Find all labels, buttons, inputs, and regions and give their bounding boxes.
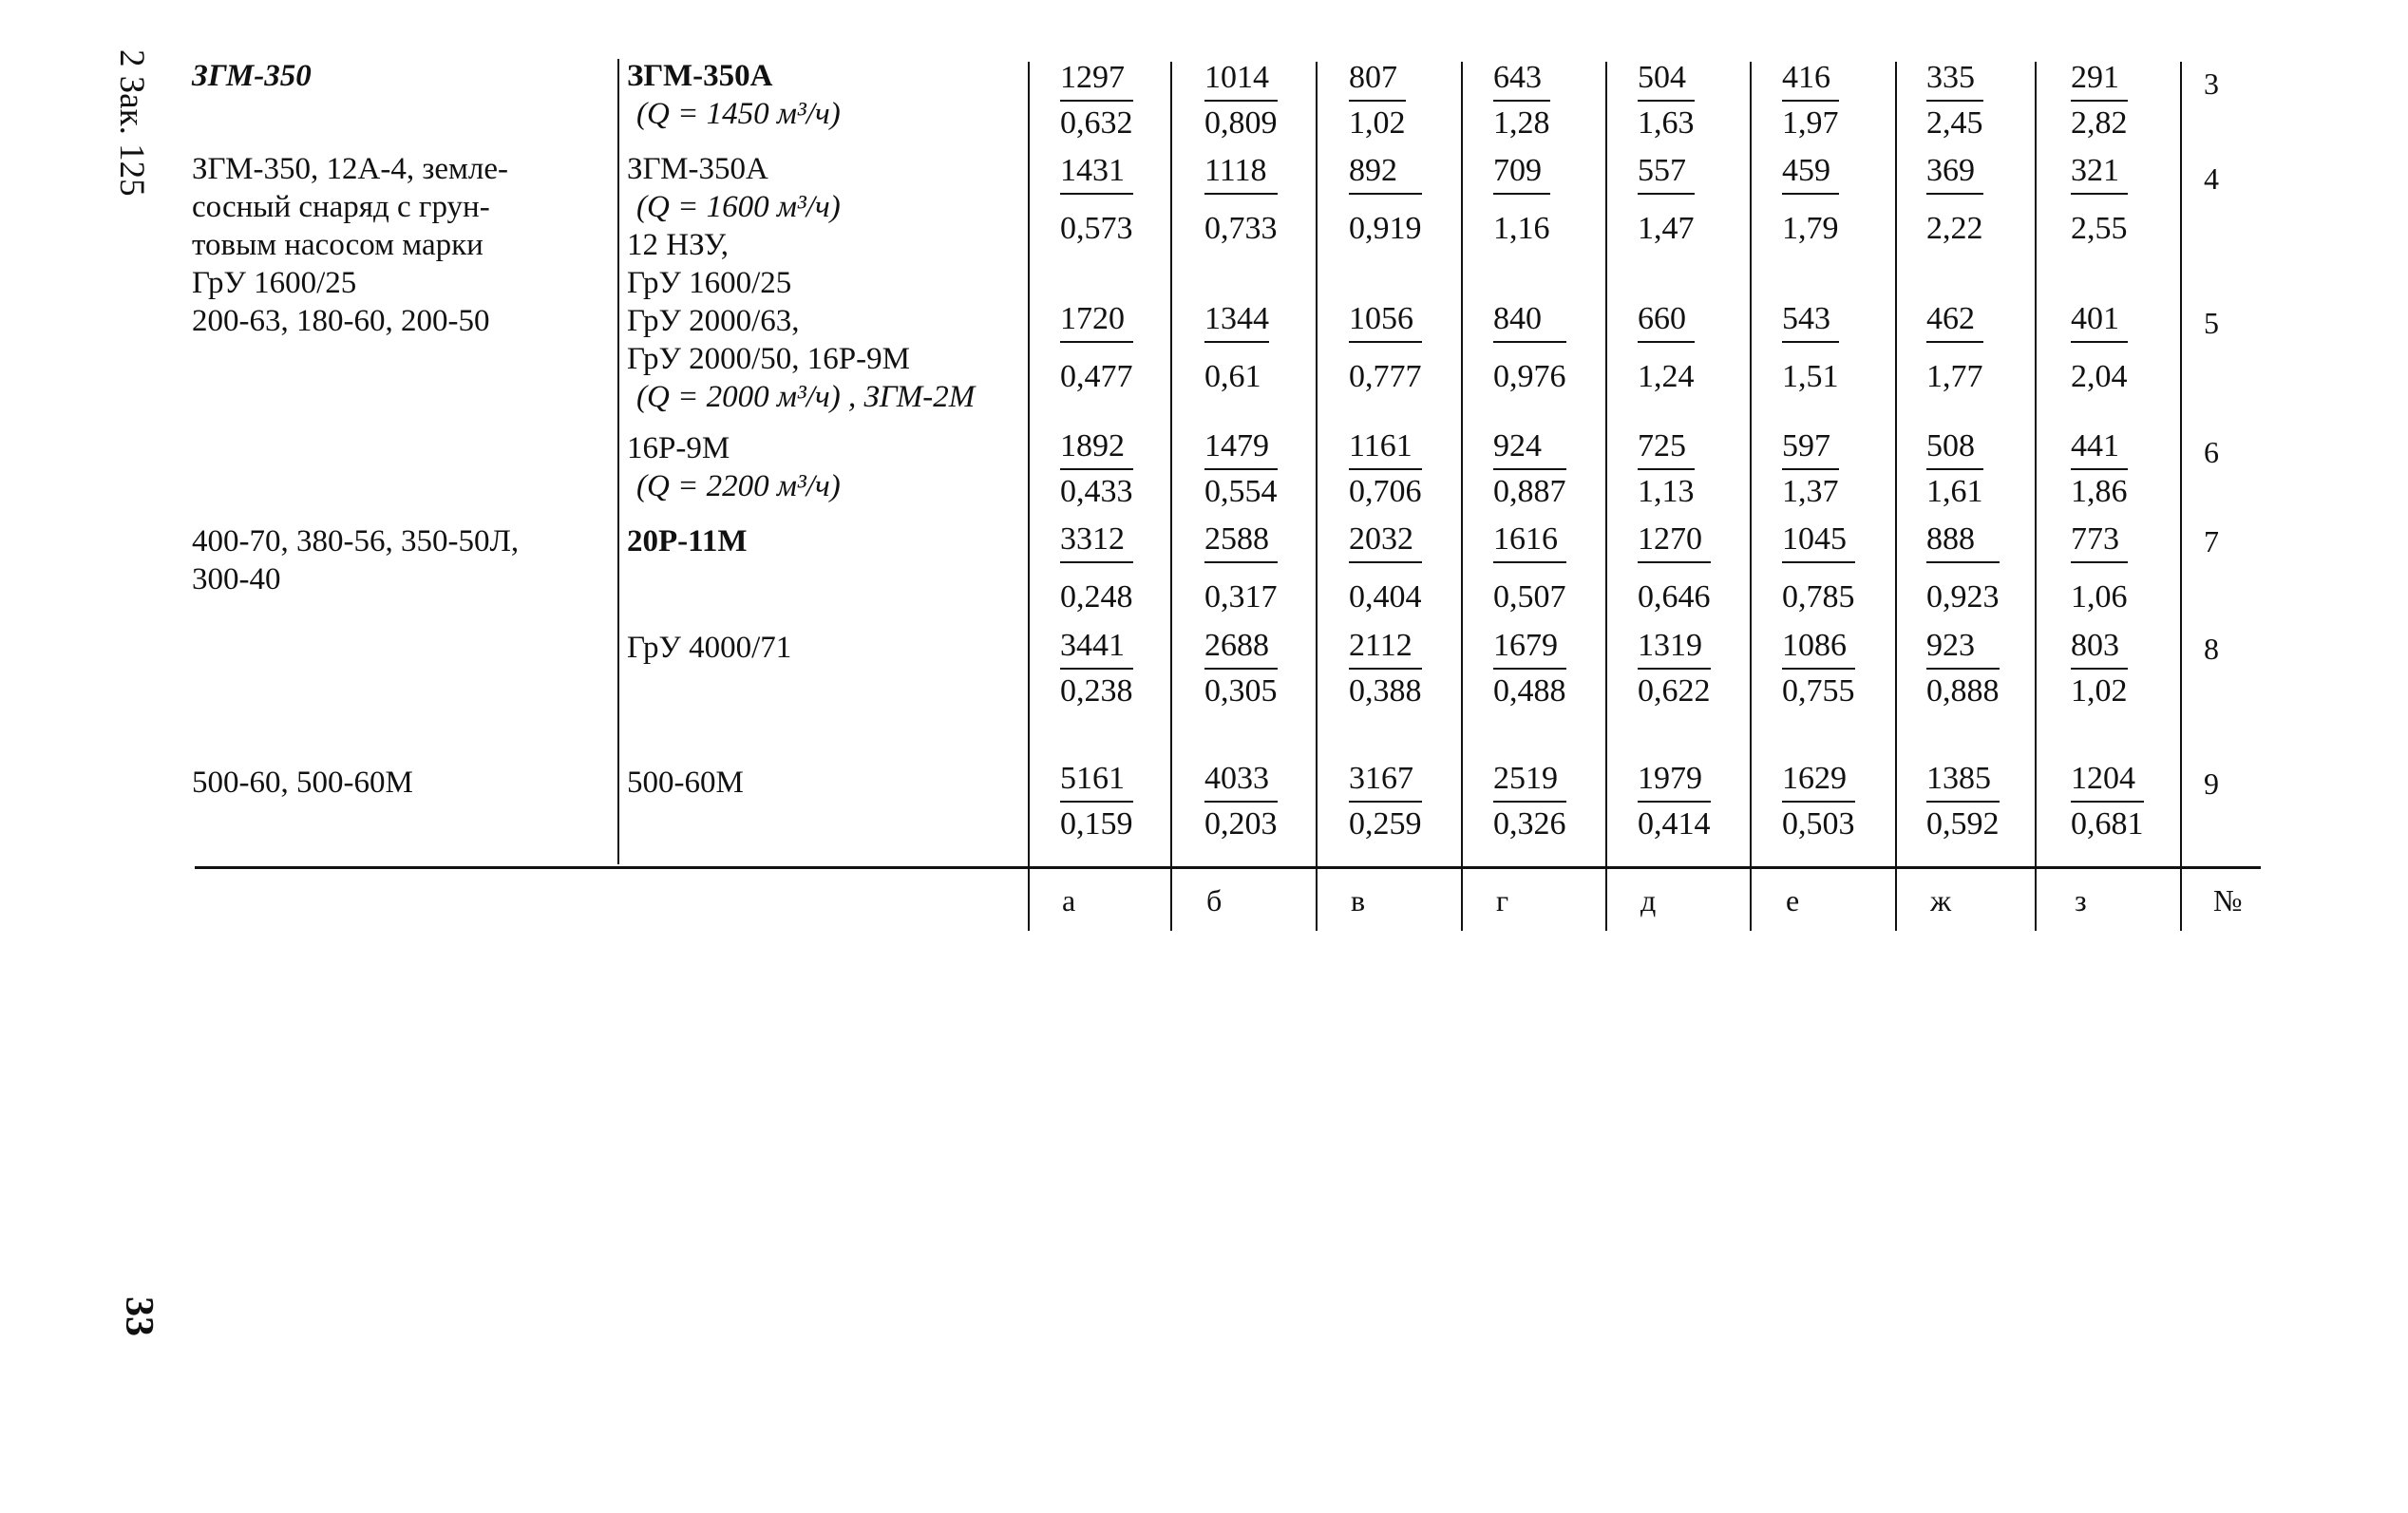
value-cell	[1493, 427, 1626, 511]
value-cell	[1638, 760, 1771, 843]
value-cell	[1493, 627, 1626, 710]
denominator: 2,22	[1926, 211, 1983, 246]
numerator: 1056	[1349, 300, 1422, 343]
denominator: 1,06	[2071, 579, 2128, 615]
row-number-5: 5	[2204, 306, 2219, 340]
denominator: 0,248	[1060, 579, 1133, 615]
denominator: 0,433	[1060, 474, 1133, 509]
numerator: 2588	[1204, 520, 1278, 563]
value-cell	[1060, 152, 1193, 248]
value-cell	[1204, 59, 1337, 142]
numerator: 1720	[1060, 300, 1133, 343]
numerator: 1679	[1493, 627, 1566, 670]
numerator: 1161	[1349, 427, 1422, 470]
footer-column-label: ж	[1930, 883, 1952, 917]
denominator: 0,777	[1349, 359, 1422, 394]
denominator: 0,259	[1349, 806, 1422, 842]
denominator: 1,16	[1493, 211, 1550, 246]
row-number-7: 7	[2204, 524, 2219, 558]
numerator: 1297	[1060, 59, 1133, 102]
value-cell	[1204, 627, 1337, 710]
row-3-col1: ЗГМ-350	[192, 59, 312, 93]
numerator: 888	[1926, 520, 2000, 563]
value-cell	[2071, 627, 2204, 710]
numerator: 725	[1638, 427, 1695, 470]
footer-column-label: №	[2213, 883, 2243, 917]
value-cell	[1060, 627, 1193, 710]
denominator: 0,919	[1349, 211, 1422, 246]
denominator: 2,55	[2071, 211, 2128, 246]
value-cell	[1349, 152, 1482, 248]
page-number: 33	[117, 1296, 161, 1336]
value-cell	[1782, 300, 1915, 396]
value-cell	[1782, 520, 1915, 616]
value-cell	[1926, 427, 2059, 511]
value-cell	[1493, 520, 1626, 616]
denominator: 1,28	[1493, 105, 1550, 141]
value-cell	[1638, 520, 1771, 616]
footer-column-label: б	[1206, 883, 1223, 917]
footer-column-label: з	[2075, 883, 2087, 917]
value-cell	[2071, 760, 2204, 843]
value-cell	[1060, 760, 1193, 843]
numerator: 660	[1638, 300, 1695, 343]
col-divider-2	[1028, 62, 1030, 931]
numerator: 923	[1926, 627, 2000, 670]
row-9-col2: 500-60М	[627, 766, 744, 800]
value-cell	[1926, 520, 2059, 616]
value-cell	[1349, 59, 1482, 142]
row-8-col2: ГрУ 4000/71	[627, 631, 792, 665]
denominator: 0,887	[1493, 474, 1566, 509]
numerator: 4033	[1204, 760, 1278, 803]
denominator: 1,13	[1638, 474, 1695, 509]
numerator: 1045	[1782, 520, 1855, 563]
denominator: 0,317	[1204, 579, 1278, 615]
value-cell	[2071, 300, 2204, 396]
row-4-col1: ЗГМ-350, 12А-4, земле- сосный снаряд с грун- товым насосом марки ГрУ 1600/25	[192, 152, 508, 300]
numerator: 924	[1493, 427, 1566, 470]
denominator: 0,507	[1493, 579, 1566, 615]
value-cell	[1926, 627, 2059, 710]
value-cell	[1782, 627, 1915, 710]
denominator: 0,733	[1204, 211, 1278, 246]
footer-column-label: а	[1062, 883, 1076, 917]
denominator: 0,888	[1926, 673, 2000, 709]
denominator: 1,97	[1782, 105, 1839, 141]
denominator: 0,388	[1349, 673, 1422, 709]
denominator: 0,554	[1204, 474, 1278, 509]
value-cell	[1204, 760, 1337, 843]
denominator: 1,79	[1782, 211, 1839, 246]
row-9-col1: 500-60, 500-60М	[192, 766, 413, 800]
numerator: 3441	[1060, 627, 1133, 670]
value-cell	[1782, 152, 1915, 248]
value-cell	[1204, 427, 1337, 511]
denominator: 0,706	[1349, 474, 1422, 509]
numerator: 3167	[1349, 760, 1422, 803]
denominator: 0,488	[1493, 673, 1566, 709]
denominator: 1,02	[1349, 105, 1406, 141]
numerator: 5161	[1060, 760, 1133, 803]
numerator: 291	[2071, 59, 2128, 102]
value-cell	[1926, 152, 2059, 248]
numerator: 3312	[1060, 520, 1133, 563]
row-5-col2: ГрУ 2000/63, ГрУ 2000/50, 16Р-9М (Q = 2000 м³/ч) , ЗГМ-2М	[627, 304, 976, 414]
numerator: 892	[1349, 152, 1422, 195]
row-3-col2: ЗГМ-350А (Q = 1450 м³/ч)	[627, 59, 841, 131]
denominator: 1,24	[1638, 359, 1695, 394]
row-number-9: 9	[2204, 766, 2219, 801]
value-cell	[1349, 627, 1482, 710]
numerator: 508	[1926, 427, 1983, 470]
denominator: 1,63	[1638, 105, 1695, 141]
denominator: 1,77	[1926, 359, 1983, 394]
numerator: 504	[1638, 59, 1695, 102]
numerator: 1270	[1638, 520, 1711, 563]
denominator: 0,632	[1060, 105, 1133, 141]
denominator: 0,785	[1782, 579, 1855, 615]
denominator: 0,203	[1204, 806, 1278, 842]
numerator: 1014	[1204, 59, 1278, 102]
value-cell	[1493, 152, 1626, 248]
row-5-col1: 200-63, 180-60, 200-50	[192, 304, 490, 338]
value-cell	[1638, 152, 1771, 248]
numerator: 840	[1493, 300, 1566, 343]
numerator: 1616	[1493, 520, 1566, 563]
numerator: 1892	[1060, 427, 1133, 470]
value-cell	[1349, 427, 1482, 511]
numerator: 1479	[1204, 427, 1278, 470]
numerator: 1385	[1926, 760, 2000, 803]
value-cell	[2071, 520, 2204, 616]
denominator: 2,82	[2071, 105, 2128, 141]
value-cell	[1638, 427, 1771, 511]
denominator: 0,681	[2071, 806, 2144, 842]
value-cell	[1060, 59, 1193, 142]
value-cell	[1060, 427, 1193, 511]
numerator: 643	[1493, 59, 1550, 102]
row-7-col2: 20Р-11М	[627, 524, 748, 558]
value-cell	[1926, 760, 2059, 843]
numerator: 1204	[2071, 760, 2144, 803]
col-divider-1	[617, 59, 619, 864]
denominator: 0,923	[1926, 579, 2000, 615]
denominator: 0,646	[1638, 579, 1711, 615]
row-number-6: 6	[2204, 435, 2219, 469]
row-4-col2: ЗГМ-350А (Q = 1600 м³/ч) 12 НЗУ, ГрУ 1600/25	[627, 152, 841, 300]
value-cell	[1349, 760, 1482, 843]
numerator: 709	[1493, 152, 1550, 195]
numerator: 1118	[1204, 152, 1278, 195]
denominator: 0,159	[1060, 806, 1133, 842]
numerator: 2032	[1349, 520, 1422, 563]
value-cell	[1493, 59, 1626, 142]
value-cell	[1349, 520, 1482, 616]
row-number-8: 8	[2204, 632, 2219, 666]
value-cell	[1204, 300, 1337, 396]
denominator: 0,326	[1493, 806, 1566, 842]
footer-column-label: в	[1351, 883, 1366, 917]
numerator: 597	[1782, 427, 1839, 470]
footer-column-label: г	[1496, 883, 1509, 917]
denominator: 0,976	[1493, 359, 1566, 394]
side-note: 2 Зак. 125	[112, 49, 151, 197]
numerator: 1979	[1638, 760, 1711, 803]
footer-column-label: е	[1786, 883, 1800, 917]
denominator: 0,809	[1204, 105, 1278, 141]
value-cell	[1638, 627, 1771, 710]
table-bottom-rule	[195, 866, 2261, 869]
numerator: 1431	[1060, 152, 1133, 195]
denominator: 0,592	[1926, 806, 2000, 842]
value-cell	[2071, 427, 2204, 511]
denominator: 0,61	[1204, 359, 1261, 394]
numerator: 321	[2071, 152, 2128, 195]
numerator: 773	[2071, 520, 2128, 563]
value-cell	[1926, 300, 2059, 396]
value-cell	[1493, 760, 1626, 843]
denominator: 1,47	[1638, 211, 1695, 246]
denominator: 1,86	[2071, 474, 2128, 509]
denominator: 0,414	[1638, 806, 1711, 842]
numerator: 369	[1926, 152, 1983, 195]
value-cell	[1204, 152, 1337, 248]
numerator: 2112	[1349, 627, 1422, 670]
row-number-4: 4	[2204, 161, 2219, 196]
numerator: 335	[1926, 59, 1983, 102]
value-cell	[1060, 520, 1193, 616]
row-6-col2: 16Р-9М (Q = 2200 м³/ч)	[627, 431, 841, 503]
footer-column-label: д	[1640, 883, 1657, 917]
denominator: 0,305	[1204, 673, 1278, 709]
value-cell	[1638, 59, 1771, 142]
value-cell	[1204, 520, 1337, 616]
value-cell	[1782, 760, 1915, 843]
numerator: 462	[1926, 300, 1983, 343]
value-cell	[1782, 59, 1915, 142]
numerator: 1086	[1782, 627, 1855, 670]
numerator: 401	[2071, 300, 2128, 343]
value-cell	[1782, 427, 1915, 511]
numerator: 459	[1782, 152, 1839, 195]
value-cell	[2071, 59, 2204, 142]
denominator: 1,51	[1782, 359, 1839, 394]
numerator: 557	[1638, 152, 1695, 195]
denominator: 0,622	[1638, 673, 1711, 709]
denominator: 1,61	[1926, 474, 1983, 509]
value-cell	[1638, 300, 1771, 396]
denominator: 2,45	[1926, 105, 1983, 141]
row-7-col1: 400-70, 380-56, 350-50Л, 300-40	[192, 524, 520, 596]
denominator: 0,404	[1349, 579, 1422, 615]
numerator: 416	[1782, 59, 1839, 102]
numerator: 1629	[1782, 760, 1855, 803]
denominator: 0,477	[1060, 359, 1133, 394]
denominator: 0,573	[1060, 211, 1133, 246]
denominator: 0,238	[1060, 673, 1133, 709]
row-number-3: 3	[2204, 66, 2219, 101]
value-cell	[1349, 300, 1482, 396]
numerator: 441	[2071, 427, 2128, 470]
numerator: 2688	[1204, 627, 1278, 670]
denominator: 0,503	[1782, 806, 1855, 842]
value-cell	[1060, 300, 1193, 396]
numerator: 2519	[1493, 760, 1566, 803]
value-cell	[2071, 152, 2204, 248]
denominator: 0,755	[1782, 673, 1855, 709]
value-cell	[1926, 59, 2059, 142]
numerator: 1319	[1638, 627, 1711, 670]
numerator: 543	[1782, 300, 1839, 343]
denominator: 1,37	[1782, 474, 1839, 509]
numerator: 807	[1349, 59, 1406, 102]
numerator: 803	[2071, 627, 2128, 670]
denominator: 1,02	[2071, 673, 2128, 709]
numerator: 1344	[1204, 300, 1269, 343]
denominator: 2,04	[2071, 359, 2128, 394]
value-cell	[1493, 300, 1626, 396]
